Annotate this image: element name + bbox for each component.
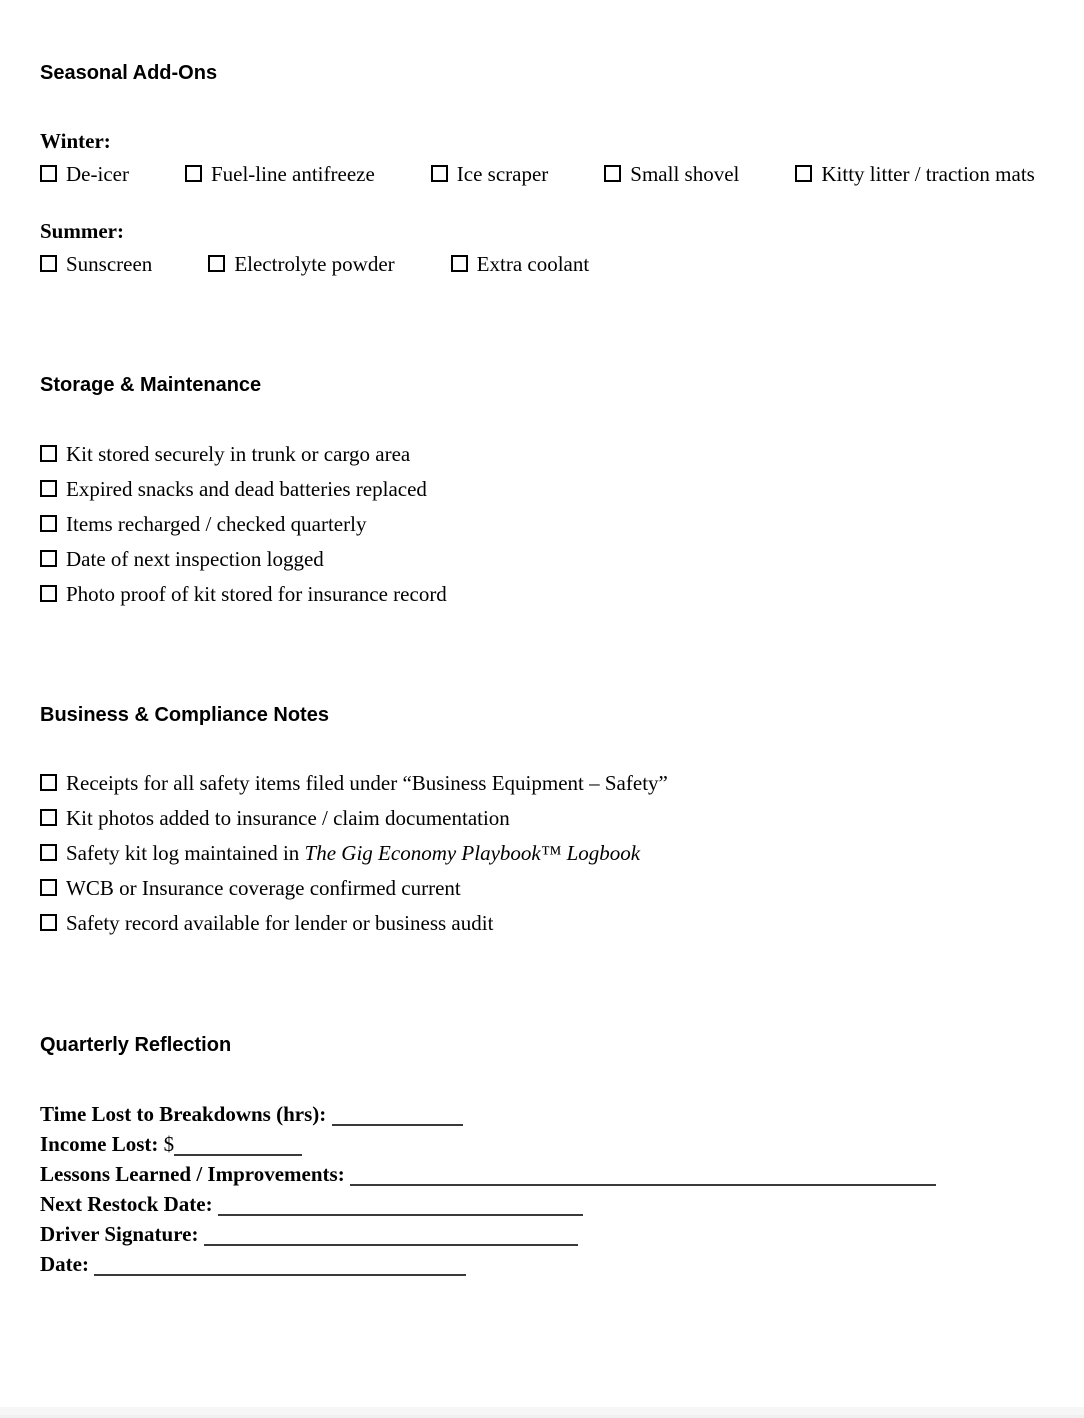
field-label: Next Restock Date: [40, 1192, 213, 1216]
checklist-item-label: Ice scraper [456, 162, 549, 186]
checkbox-unchecked-icon[interactable] [40, 879, 57, 896]
checklist-item [40, 542, 1074, 577]
checklist-item [604, 162, 739, 186]
fill-in-line[interactable] [174, 1153, 302, 1156]
checklist-item-label: Expired snacks and dead batteries replaced [66, 477, 427, 501]
field-label: Driver Signature: [40, 1222, 199, 1246]
checkbox-unchecked-icon[interactable] [40, 480, 57, 497]
checklist-item-label: Kit stored securely in trunk or cargo area [66, 442, 411, 466]
checklist-item-label: Safety record available for lender or business audit [66, 911, 494, 935]
checkbox-unchecked-icon[interactable] [40, 515, 57, 532]
checklist-item-label: Receipts for all safety items filed under “Business Equipment – Safety” [66, 771, 668, 795]
checklist-item [40, 472, 1074, 507]
checklist-item-label: Photo proof of kit stored for insurance record [66, 582, 447, 606]
currency-prefix: $ [163, 1132, 175, 1156]
checkbox-unchecked-icon[interactable] [40, 844, 57, 861]
form-field-time-lost-hours [40, 1099, 1074, 1129]
checkbox-unchecked-icon[interactable] [40, 165, 57, 182]
checkbox-unchecked-icon[interactable] [40, 809, 57, 826]
section-title-business-compliance: Business & Compliance Notes [40, 704, 329, 726]
summer-group-label: Summer: [40, 219, 124, 243]
field-label: Lessons Learned / Improvements: [40, 1162, 345, 1186]
checklist-item [40, 836, 1074, 871]
fill-in-line[interactable] [218, 1213, 583, 1216]
checklist-item [40, 801, 1074, 836]
field-label: Date: [40, 1252, 89, 1276]
form-field-lessons-learned [40, 1159, 1074, 1189]
fill-in-line[interactable] [94, 1273, 466, 1276]
checklist-item [40, 437, 1074, 472]
checklist-item-label: Small shovel [630, 162, 740, 186]
checkbox-unchecked-icon[interactable] [40, 585, 57, 602]
fill-in-line[interactable] [204, 1243, 578, 1246]
next-page-edge [0, 1407, 1084, 1418]
form-field-next-restock-date [40, 1189, 1074, 1219]
checklist-item [795, 162, 1034, 186]
checklist-item [208, 252, 394, 276]
checklist-item [40, 252, 152, 276]
checklist-item [451, 252, 590, 276]
checkbox-unchecked-icon[interactable] [451, 255, 468, 272]
checkbox-unchecked-icon[interactable] [40, 445, 57, 462]
checklist-item-label: Items recharged / checked quarterly [66, 512, 367, 536]
checkbox-unchecked-icon[interactable] [40, 774, 57, 791]
checklist-item-label: Sunscreen [66, 252, 153, 276]
checkbox-unchecked-icon[interactable] [604, 165, 621, 182]
checklist-item [40, 507, 1074, 542]
section-title-storage-maintenance: Storage & Maintenance [40, 374, 262, 396]
checklist-item-label: Safety kit log maintained in The Gig Economy Playbook™ Logbook [66, 841, 641, 865]
checklist-item-label: Kitty litter / traction mats [821, 162, 1035, 186]
section-title-seasonal-add-ons: Seasonal Add-Ons [40, 62, 218, 84]
fill-in-line[interactable] [350, 1183, 936, 1186]
checkbox-unchecked-icon[interactable] [185, 165, 202, 182]
section-title-quarterly-reflection: Quarterly Reflection [40, 1034, 232, 1056]
checkbox-unchecked-icon[interactable] [40, 255, 57, 272]
field-label: Income Lost: [40, 1132, 159, 1156]
winter-checklist-row [40, 157, 1074, 192]
checklist-item-label: Kit photos added to insurance / claim documentation [66, 806, 510, 830]
checklist-item-label: De-icer [66, 162, 129, 186]
form-field-income-lost [40, 1129, 1074, 1159]
checklist-item [185, 162, 375, 186]
checklist-item [431, 162, 549, 186]
checkbox-unchecked-icon[interactable] [40, 550, 57, 567]
checklist-item [40, 766, 1074, 801]
checkbox-unchecked-icon[interactable] [40, 914, 57, 931]
checklist-item-label: WCB or Insurance coverage confirmed current [66, 876, 461, 900]
business-checklist [40, 766, 1074, 941]
checklist-item [40, 871, 1074, 906]
checkbox-unchecked-icon[interactable] [208, 255, 225, 272]
checklist-item-label: Fuel-line antifreeze [210, 162, 375, 186]
book-title-italic: The Gig Economy Playbook™ Logbook [304, 841, 641, 865]
fill-in-line[interactable] [332, 1123, 463, 1126]
field-label: Time Lost to Breakdowns (hrs): [40, 1102, 327, 1126]
storage-checklist [40, 437, 1074, 612]
checkbox-unchecked-icon[interactable] [795, 165, 812, 182]
winter-group-label: Winter: [40, 129, 111, 153]
form-field-date [40, 1249, 1074, 1279]
checkbox-unchecked-icon[interactable] [431, 165, 448, 182]
checklist-item-label: Date of next inspection logged [66, 547, 324, 571]
checklist-item-label: Extra coolant [476, 252, 590, 276]
form-field-driver-signature [40, 1219, 1074, 1249]
checklist-item [40, 906, 1074, 941]
checklist-item [40, 577, 1074, 612]
summer-checklist-row [40, 247, 1074, 282]
quarterly-reflection-fields [40, 1099, 1074, 1279]
checklist-item [40, 162, 129, 186]
checklist-item-label: Electrolyte powder [234, 252, 395, 276]
